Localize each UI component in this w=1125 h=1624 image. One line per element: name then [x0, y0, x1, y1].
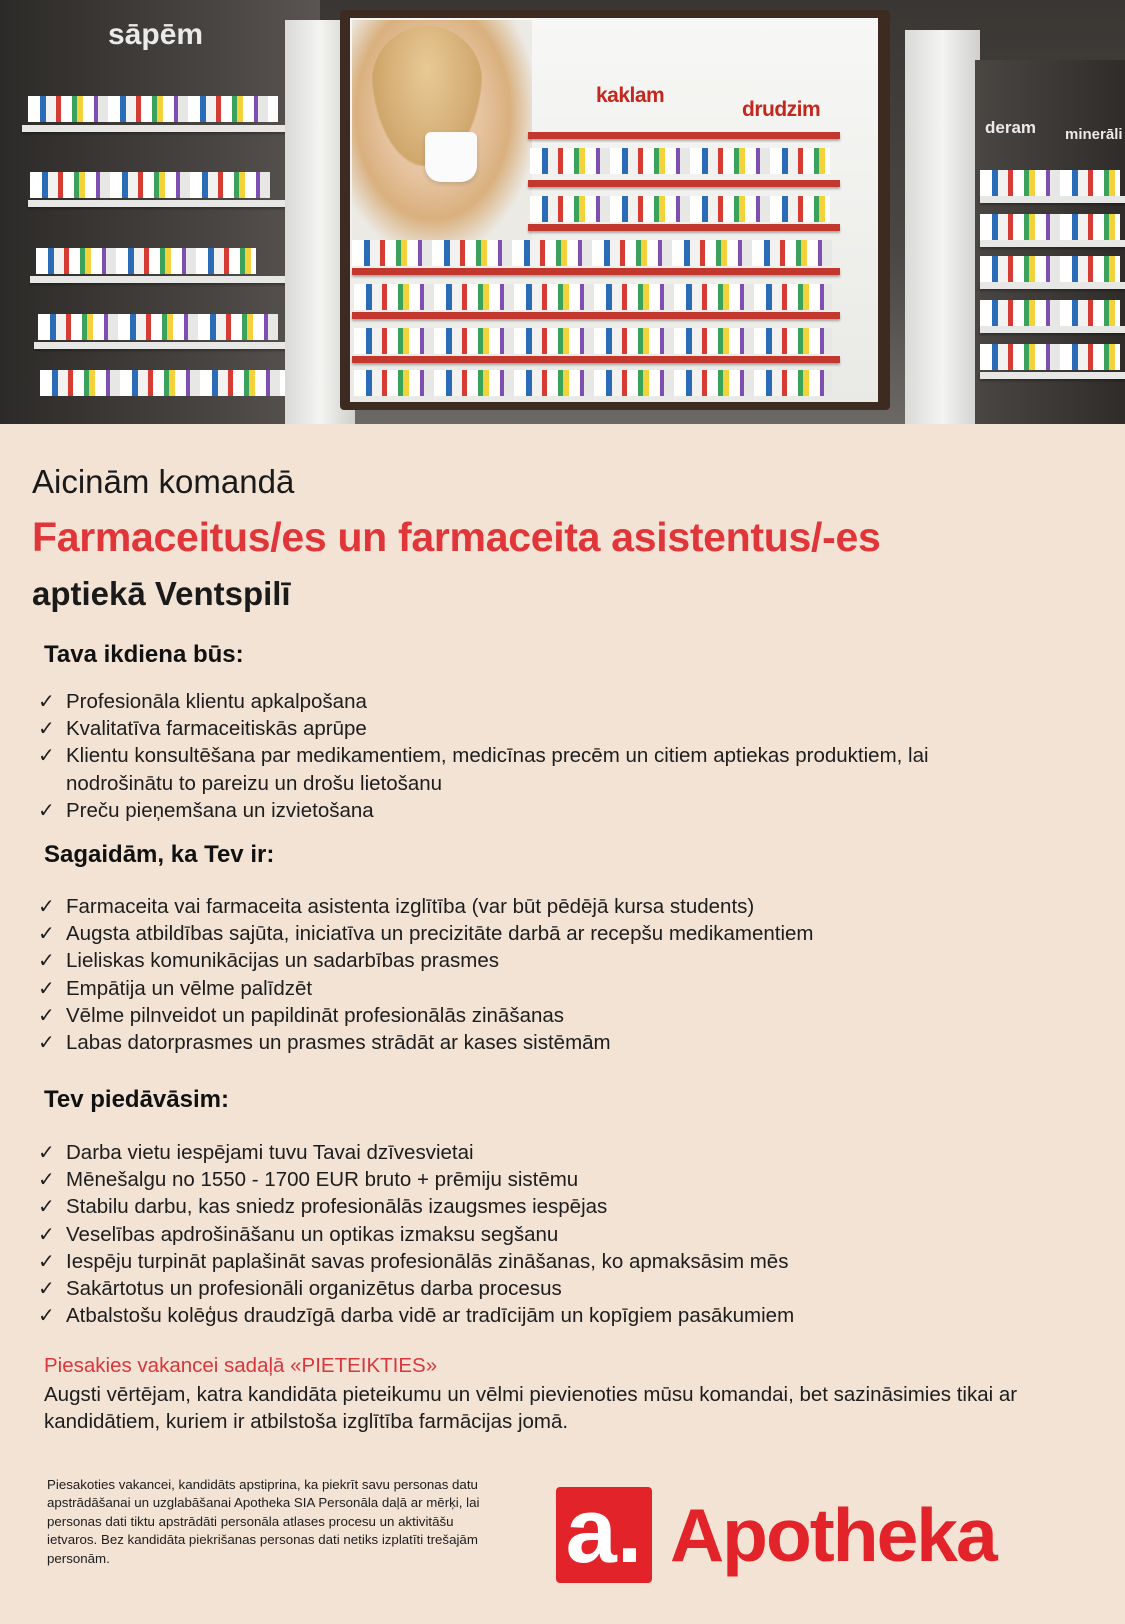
apply-call-to-action: Piesakies vakancei sadaļā «PIETEIKTIES» — [44, 1354, 438, 1377]
list-item: ✓ Empātija un vēlme palīdzēt — [38, 975, 313, 1000]
list-item: ✓ Labas datorprasmes un prasmes strādāt ar kases sistēmām — [38, 1030, 611, 1055]
hero-sign-minerali: minerāli — [1065, 126, 1123, 143]
checkmark-icon: ✓ — [38, 743, 55, 768]
hero-sign-deram: deram — [985, 118, 1037, 137]
section-heading-requirements: Sagaidām, ka Tev ir: — [44, 841, 275, 868]
logo-wordmark: Apotheka — [670, 1493, 996, 1577]
checkmark-icon: ✓ — [38, 797, 55, 822]
list-item: ✓ Klientu konsultēšana par medikamentiem, medicīnas precēm un citiem aptiekas produktiem, lai nodrošinātu to pareizu un drošu lietošanu — [38, 743, 929, 795]
intro-text: Aicinām komandā — [32, 463, 295, 500]
checkmark-icon: ✓ — [38, 975, 55, 1000]
left-shelf-wall — [0, 0, 320, 424]
list-item: ✓ Kvalitatīva farmaceitiskās aprūpe — [38, 716, 367, 741]
shelf — [980, 282, 1125, 289]
checkmark-icon: ✓ — [38, 1276, 55, 1301]
shelf — [352, 356, 840, 363]
shelf — [980, 372, 1125, 379]
hero-sign-drudzim: drudzim — [742, 98, 821, 121]
logo-mark — [556, 1480, 652, 1583]
shelf — [352, 312, 840, 319]
checkmark-icon: ✓ — [38, 1167, 55, 1192]
shelf — [528, 132, 840, 139]
checkmark-icon: ✓ — [38, 1002, 55, 1027]
shelf — [980, 240, 1125, 247]
shelf — [528, 180, 840, 187]
shelf — [22, 125, 292, 132]
job-title: Farmaceitus/es un farmaceita asistentus/-es — [32, 514, 881, 560]
checkmark-icon: ✓ — [38, 1140, 55, 1164]
list-item: ✓ Lieliskas komunikācijas un sadarbības prasmes — [38, 948, 499, 973]
product-row — [980, 344, 1120, 370]
product-row — [530, 196, 830, 222]
section-heading-offer: Tev piedāvāsim: — [44, 1086, 229, 1113]
checkmark-icon: ✓ — [38, 689, 55, 713]
shelf — [34, 342, 300, 349]
hero-sign-sapem: sāpēm — [108, 18, 204, 51]
shelf — [28, 200, 296, 207]
shelf — [528, 224, 840, 231]
list-item: ✓ Augsta atbildības sajūta, iniciatīva un precizitāte darbā ar recepšu medikamentiem — [38, 921, 814, 946]
product-row — [530, 148, 830, 174]
list-item: ✓ Sakārtotus un profesionāli organizētus darba procesus — [38, 1276, 562, 1301]
shelf — [352, 268, 840, 275]
product-row — [354, 284, 832, 310]
cup-shape — [425, 132, 477, 182]
product-row — [30, 172, 270, 198]
list-item: ✓ Iespēju turpināt paplašināt savas profesionālās zināšanas, ko apmaksāsim mēs — [38, 1248, 789, 1273]
product-row — [980, 256, 1120, 282]
logo-mark-letter: a. — [565, 1480, 643, 1582]
product-row — [980, 300, 1120, 326]
list-item: ✓ Farmaceita vai farmaceita asistenta izglītība (var būt pēdējā kursa students) — [38, 894, 755, 918]
hero-photo — [0, 0, 1125, 424]
list-item: ✓ Veselības apdrošināšanu un optikas izmaksu segšanu — [38, 1221, 559, 1246]
hero-sign-kaklam: kaklam — [596, 84, 665, 107]
product-row — [980, 214, 1120, 240]
list-item: ✓ Atbalstošu kolēģus draudzīgā darba vidē ar tradīcijām un kopīgiem pasākumiem — [38, 1303, 795, 1328]
checkmark-icon: ✓ — [38, 1303, 55, 1328]
checkmark-icon: ✓ — [38, 1221, 55, 1246]
list-item: ✓ Preču pieņemšana un izvietošana — [38, 797, 374, 822]
shelf — [980, 196, 1125, 203]
checkmark-icon: ✓ — [38, 894, 55, 918]
shelf — [30, 276, 298, 283]
list-item: ✓ Darba vietu iespējami tuvu Tavai dzīvesvietai — [38, 1140, 474, 1164]
list-item: ✓ Mēnešalgu no 1550 - 1700 EUR bruto + prēmiju sistēmu — [38, 1167, 579, 1192]
checkmark-icon: ✓ — [38, 921, 55, 946]
checkmark-icon: ✓ — [38, 716, 55, 741]
pillar — [905, 30, 980, 424]
checkmark-icon: ✓ — [38, 1194, 55, 1219]
section-heading-daily: Tava ikdiena būs: — [44, 641, 244, 668]
list-item: ✓ Vēlme pilnveidot un papildināt profesionālās zināšanas — [38, 1002, 565, 1027]
checkmark-icon: ✓ — [38, 948, 55, 973]
checkmark-icon: ✓ — [38, 1248, 55, 1273]
product-row — [28, 96, 278, 122]
product-row — [980, 170, 1120, 196]
requirements-list — [38, 893, 1088, 1056]
product-row — [40, 370, 290, 396]
product-row — [36, 248, 256, 274]
shelf — [980, 326, 1125, 333]
daily-tasks-list — [38, 688, 1088, 824]
list-item: ✓ Profesionāla klientu apkalpošana — [38, 689, 367, 713]
offer-list — [38, 1139, 1088, 1329]
apply-note: Augsti vērtējam, katra kandidāta pieteikumu un vēlmi pievienoties mūsu komandai, bet sazināsimies tikai ar kandidātiem, kuriem ir atbilstoša izglītība farmācijas jomā. — [44, 1383, 1018, 1433]
apotheka-logo — [556, 1480, 1056, 1583]
checkmark-icon: ✓ — [38, 1030, 55, 1055]
product-row — [354, 328, 832, 354]
privacy-disclaimer: Piesakoties vakancei, kandidāts apstiprina, ka piekrīt savu personas datu apstrādāšanai un uzglabāšanai Apotheka SIA Personāla daļā ar mērķi, lai personas dati tiktu apstrādāti personāla atlases procesu un aktivitāšu ietvaros. Bez kandidāta piekrišanas personas dati netiks izplatīti trešajām personām. — [47, 1477, 480, 1566]
list-item: ✓ Stabilu darbu, kas sniedz profesionālās izaugsmes iespējas — [38, 1194, 608, 1219]
job-location: aptiekā Ventspilī — [32, 575, 291, 612]
product-row — [354, 370, 832, 396]
product-row — [38, 314, 278, 340]
product-row — [352, 240, 832, 266]
